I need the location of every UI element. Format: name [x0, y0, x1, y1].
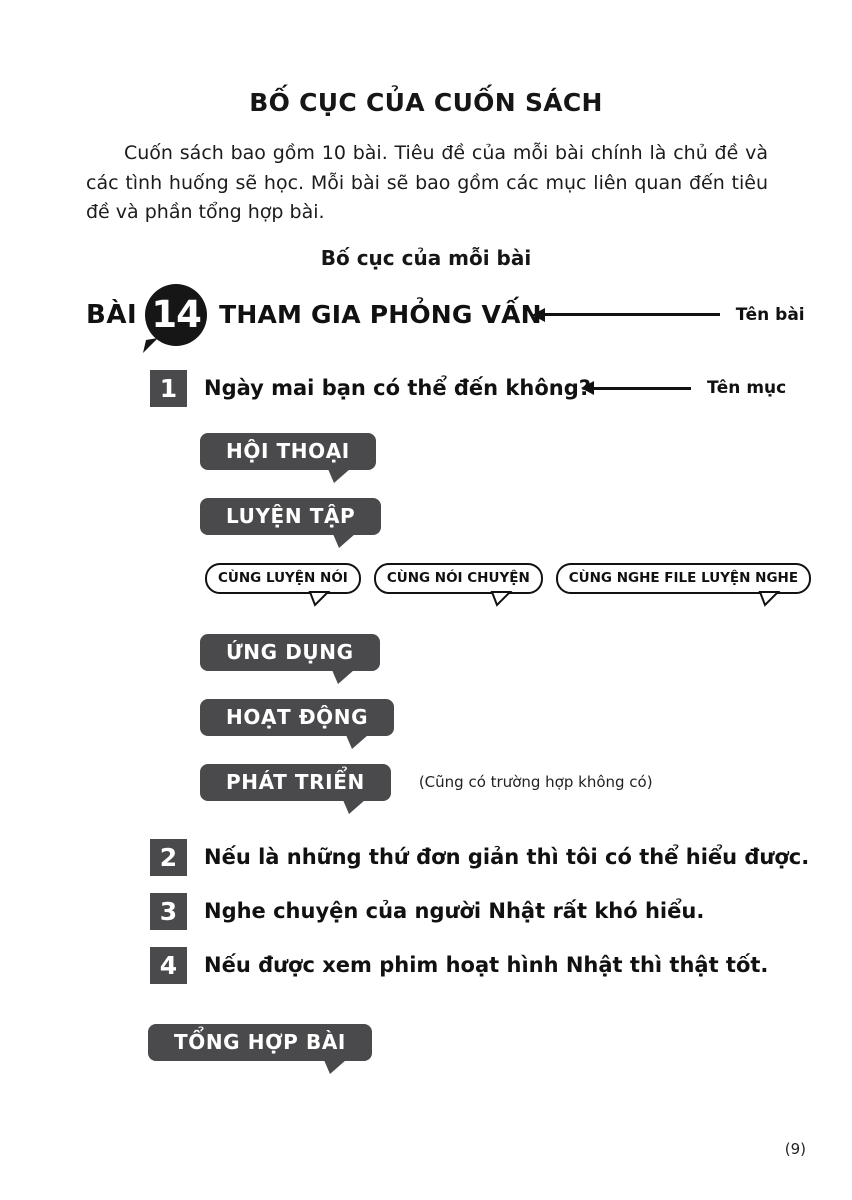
section-number-box	[150, 370, 187, 407]
lesson-callout-label: Tên bài	[735, 304, 805, 325]
block-row-application	[200, 634, 852, 671]
bubble-tail-icon	[328, 469, 350, 483]
section-number: 1	[159, 373, 178, 403]
lesson-header-row	[86, 284, 805, 346]
lesson-title-callout	[542, 305, 805, 325]
section-title: Nếu là những thứ đơn giản thì tôi có thể hiểu được.	[204, 845, 810, 870]
section-number: 4	[159, 950, 178, 980]
section-item-row	[150, 370, 787, 407]
tag-label: CÙNG NGHE FILE LUYỆN NGHE	[568, 569, 799, 586]
block-application	[200, 634, 380, 671]
block-row-summary	[148, 1024, 852, 1061]
section-item-row	[150, 947, 852, 984]
block-activity-label: HOẠT ĐỘNG	[226, 704, 369, 729]
arrow-head-icon	[581, 381, 594, 395]
intro-paragraph: Cuốn sách bao gồm 10 bài. Tiêu đề của mỗi bài chính là chủ đề và các tình huống sẽ học. Mỗi bài sẽ bao gồm các mục liên quan đến tiêu đề và phần tổng hợp bài.	[86, 142, 768, 224]
bubble-tail-icon	[343, 800, 365, 814]
block-activity	[200, 699, 394, 736]
tag-tail-icon	[757, 591, 781, 607]
section-number-box	[150, 893, 187, 930]
block-practice	[200, 498, 381, 535]
tag-label: CÙNG NÓI CHUYỆN	[386, 569, 530, 586]
page-title: BỐ CỤC CỦA CUỐN SÁCH	[249, 88, 603, 117]
lesson-label: BÀI	[86, 299, 138, 330]
section-item-row	[150, 839, 852, 876]
block-row-practice	[200, 498, 852, 535]
left-arrow-icon	[542, 313, 720, 316]
left-arrow-icon	[591, 387, 691, 390]
block-development-label: PHÁT TRIỂN	[226, 769, 365, 794]
section-number-box	[150, 839, 187, 876]
block-practice-label: LUYỆN TẬP	[226, 503, 356, 528]
badge-tail-icon	[143, 338, 161, 353]
practice-tags-row	[205, 563, 852, 594]
block-development	[200, 764, 391, 801]
tag-tail-icon	[307, 591, 331, 607]
block-dialogue-label: HỘI THOẠI	[226, 438, 350, 463]
section-title: Nghe chuyện của người Nhật rất khó hiểu.	[204, 899, 705, 924]
tag-label: CÙNG LUYỆN NÓI	[218, 569, 348, 586]
arrow-head-icon	[532, 308, 545, 322]
lesson-number-badge	[145, 284, 207, 346]
lesson-number: 14	[151, 293, 201, 337]
section-title: Ngày mai bạn có thể đến không?	[204, 376, 591, 401]
block-row-development	[200, 764, 852, 801]
section-number-box	[150, 947, 187, 984]
layout-subtitle: Bố cục của mỗi bài	[320, 245, 532, 270]
section-title: Nếu được xem phim hoạt hình Nhật thì thật tốt.	[204, 953, 769, 978]
block-summary-label: TỔNG HỢP BÀI	[174, 1029, 346, 1054]
section-item-row	[150, 893, 852, 930]
tag-conversation	[374, 563, 543, 594]
tag-tail-icon	[489, 591, 513, 607]
tag-listening-file	[556, 563, 811, 594]
bubble-tail-icon	[324, 1060, 346, 1074]
section-number: 3	[159, 896, 178, 926]
tag-speaking-practice	[205, 563, 361, 594]
section-number: 2	[159, 842, 178, 872]
section-title-callout	[591, 378, 786, 398]
block-application-label: ỨNG DỤNG	[226, 639, 354, 664]
block-row-dialogue	[200, 433, 852, 470]
bubble-tail-icon	[346, 735, 368, 749]
block-dialogue	[200, 433, 376, 470]
page-number: (9)	[784, 1140, 806, 1158]
development-note: (Cũng có trường hợp không có)	[418, 773, 653, 792]
sections-list	[0, 839, 852, 984]
block-row-activity	[200, 699, 852, 736]
bubble-tail-icon	[333, 534, 355, 548]
section-callout-label: Tên mục	[706, 378, 787, 399]
lesson-title: THAM GIA PHỎNG VẤN	[219, 300, 542, 330]
bubble-tail-icon	[332, 670, 354, 684]
block-summary	[148, 1024, 372, 1061]
